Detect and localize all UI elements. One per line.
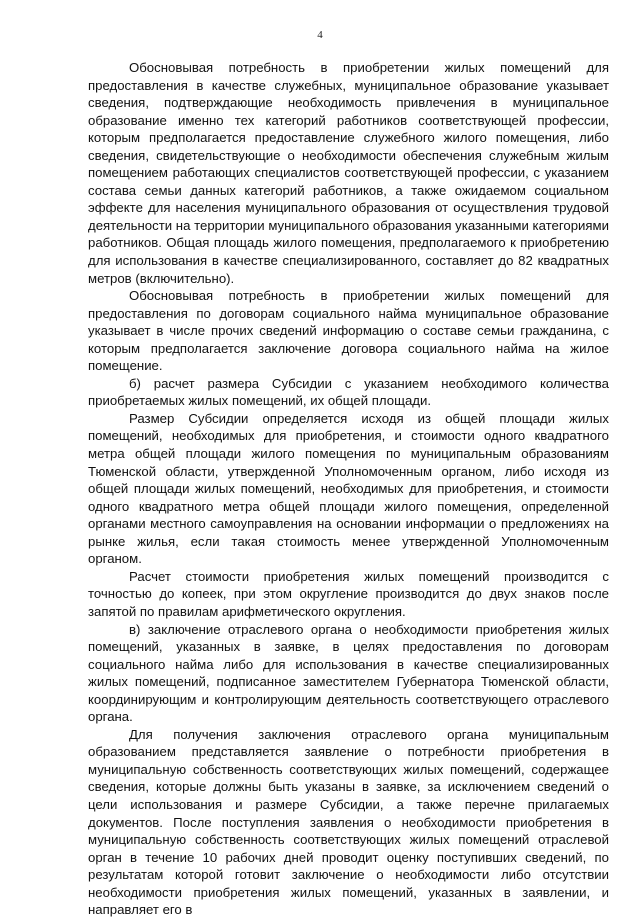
paragraph-rounding-rule: Расчет стоимости приобретения жилых помещений производится с точностью до копеек, при этом округление производится до двух знаков после запятой по правилам арифметического округления. (88, 568, 609, 619)
paragraph-service-housing-justification: Обосновывая потребность в приобретении жилых помещений для предоставления в качестве служебных, муниципальное образование указывает сведения, подтверждающие необходимость привлечения в муниципальное образование именно тех категорий работников соответствующей профессии, которым предполагается предоставление служебного жилого помещения, либо сведения, свидетельствующие о необходимости обеспечения служебным жилым помещением работающих специалистов соответствующей профессии, с указанием состава семьи данных категорий работников, а также ожидаемом социальном эффекте для населения муниципального образования от осуществления трудовой деятельности на территории муниципального образования указанными категориями работников. Общая площадь жилого помещения, предполагаемого к приобретению для использования в качестве специализированного, составляет до 82 квадратных метров (включительно). (88, 60, 609, 286)
paragraph-social-rent-justification: Обосновывая потребность в приобретении жилых помещений для предоставления по договорам социального найма муниципальное образование указывает в числе прочих сведений информацию о составе семьи гражданина, с которым предполагается заключение договора социального найма на жилое помещение. (88, 288, 609, 374)
paragraph-subsidy-size-rule: Размер Субсидии определяется исходя из общей площади жилых помещений, необходимых для приобретения, и стоимости одного квадратного метра общей площади жилого помещения по муниципальным образованиям Тюменской области, утвержденной Уполномоченным органом, либо исходя из общей площади жилых помещений, необходимых для приобретения, и стоимости одного квадратного метра общей площади жилого помещения, определенной органами местного самоуправления на основании информации о предложениях на рынке жилья, если такая стоимость менее утвержденной Уполномоченным органом. (88, 410, 609, 567)
paragraph-conclusion-procedure: Для получения заключения отраслевого органа муниципальным образованием представляется заявление о потребности приобретения в муниципальную собственность соответствующих жилых помещений, содержащее сведения, которые должны быть указаны в заявке, за исключением сведений о цели использования и размере Субсидии, а также перечне прилагаемых документов. После поступления заявления о необходимости приобретения в муниципальную собственность соответствующих жилых помещений отраслевой орган в течение 10 рабочих дней проводит оценку поступивших сведений, по результатам которой готовит заключение о необходимости либо отсутствии необходимости приобретения жилых помещений, указанных в заявлении, и направляет его в (88, 726, 609, 918)
paragraph-subsidy-calculation-item: б) расчет размера Субсидии с указанием необходимого количества приобретаемых жилых помещений, их общей площади. (88, 375, 609, 409)
page-number: 4 (317, 29, 323, 41)
paragraph-sector-body-conclusion-item: в) заключение отраслевого органа о необходимости приобретения жилых помещений, указанных в заявке, в целях предоставления по договорам социального найма либо для использования в качестве специализированных жилых помещений, подписанное заместителем Губернатора Тюменской области, координирующим и контролирующим деятельность соответствующего отраслевого органа. (88, 621, 609, 725)
document-body (88, 59, 609, 919)
